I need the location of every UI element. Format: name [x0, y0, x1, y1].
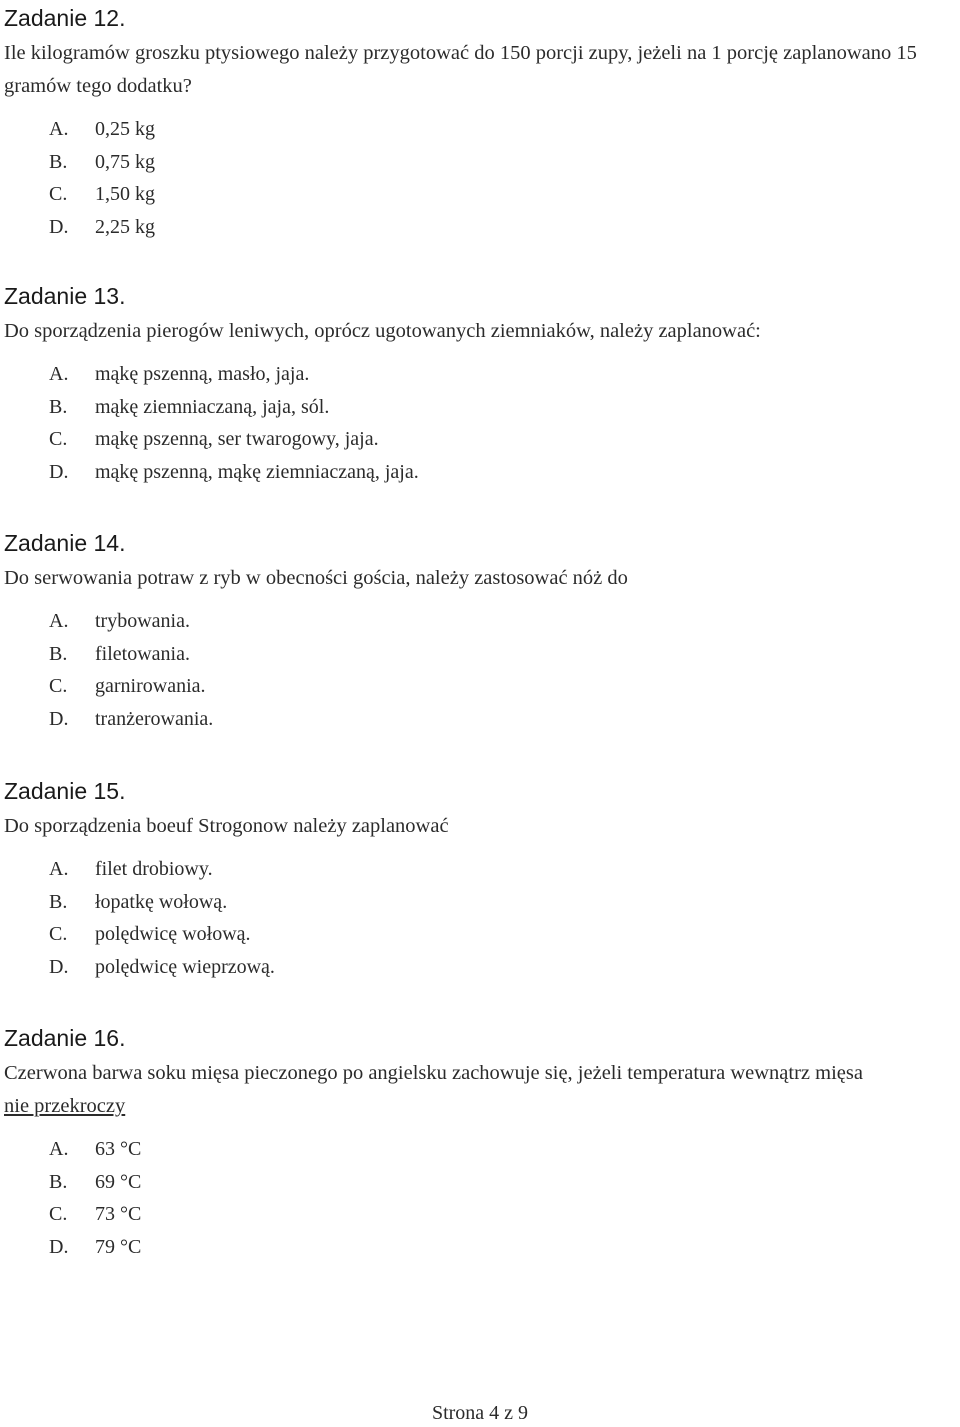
- question-underlined-text: nie przekroczy: [4, 1095, 126, 1117]
- answer-option-c[interactable]: C. 1,50 kg: [49, 183, 155, 206]
- answer-option-b[interactable]: B. filetowania.: [49, 642, 190, 665]
- answer-option-b[interactable]: B. mąkę ziemniaczaną, jaja, sól.: [49, 395, 330, 418]
- task-12: [4, 3, 960, 244]
- answer-options: [4, 113, 960, 244]
- task-title: Zadanie 14.: [4, 530, 126, 556]
- answer-option-d[interactable]: D. mąkę pszenną, mąkę ziemniaczaną, jaja.: [49, 461, 419, 484]
- question-text: Czerwona barwa soku mięsa pieczonego po angielsku zachowuje się, jeżeli temperatura wewnątrz mięsa: [4, 1062, 863, 1084]
- answer-options: [4, 605, 960, 736]
- task-question: Do serwowania potraw z ryb w obecności gościa, należy zastosować nóż do: [4, 567, 628, 589]
- answer-option-a[interactable]: A. mąkę pszenną, masło, jaja.: [49, 363, 310, 385]
- answer-option-b[interactable]: B. 0,75 kg: [49, 150, 155, 173]
- answer-option-d[interactable]: D. polędwicę wieprzową.: [49, 956, 275, 979]
- answer-option-a[interactable]: A. 0,25 kg: [49, 118, 155, 140]
- answer-option-b[interactable]: B. łopatkę wołową.: [49, 890, 228, 913]
- task-title: Zadanie 12.: [4, 5, 126, 31]
- task-question: Do sporządzenia pierogów leniwych, oprócz ugotowanych ziemniaków, należy zaplanować:: [4, 320, 761, 342]
- answer-options: [4, 1133, 960, 1264]
- task-13: [4, 281, 960, 489]
- task-15: [4, 776, 960, 984]
- page-number: Strona 4 z 9: [431, 1402, 529, 1424]
- answer-options: [4, 358, 960, 489]
- task-16: [4, 1023, 960, 1264]
- answer-option-d[interactable]: D. 2,25 kg: [49, 216, 155, 239]
- answer-option-d[interactable]: D. 79 °C: [49, 1236, 142, 1259]
- task-question: Do sporządzenia boeuf Strogonow należy zaplanować: [4, 815, 449, 837]
- task-title: Zadanie 13.: [4, 283, 126, 309]
- answer-option-c[interactable]: C. garnirowania.: [49, 675, 206, 698]
- task-title: Zadanie 15.: [4, 778, 126, 804]
- answer-option-d[interactable]: D. tranżerowania.: [49, 708, 214, 731]
- answer-option-c[interactable]: C. 73 °C: [49, 1203, 142, 1226]
- answer-option-c[interactable]: C. mąkę pszenną, ser twarogowy, jaja.: [49, 428, 379, 451]
- answer-option-a[interactable]: A. filet drobiowy.: [49, 858, 213, 880]
- answer-options: [4, 853, 960, 984]
- answer-option-a[interactable]: A. trybowania.: [49, 610, 190, 632]
- task-question: Ile kilogramów groszku ptysiowego należy przygotować do 150 porcji zupy, jeżeli na 1 porcję zaplanowano 15 gramów tego dodatku?: [4, 42, 917, 97]
- answer-option-a[interactable]: A. 63 °C: [49, 1138, 142, 1160]
- task-14: [4, 528, 960, 736]
- task-title: Zadanie 16.: [4, 1025, 126, 1051]
- answer-option-c[interactable]: C. polędwicę wołową.: [49, 923, 251, 946]
- answer-option-b[interactable]: B. 69 °C: [49, 1170, 142, 1193]
- task-question: [4, 1057, 960, 1123]
